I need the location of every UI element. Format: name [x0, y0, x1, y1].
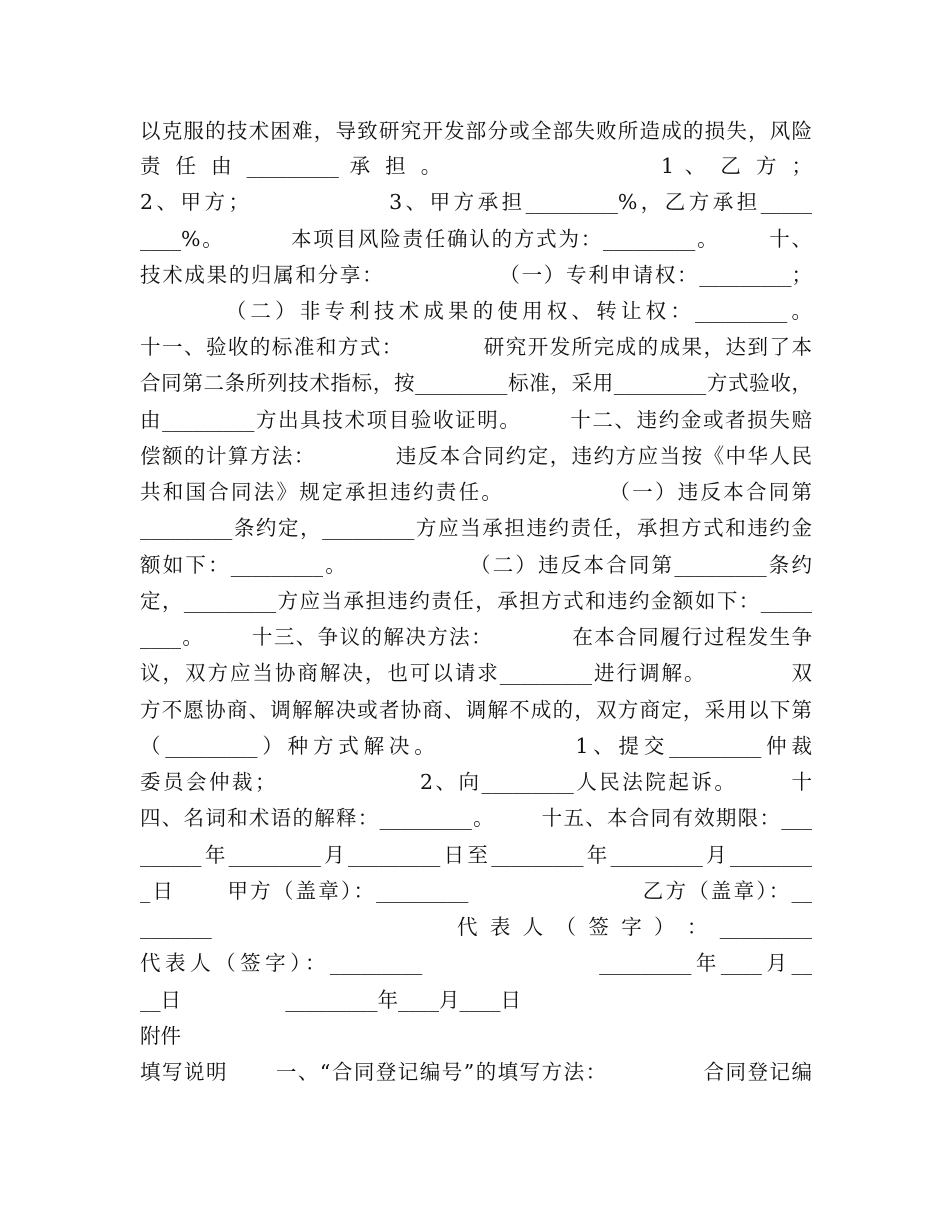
text-line: 共和国合同法》规定承担违约责任。 （一）违反本合同第: [140, 480, 812, 504]
text-line: （_________）种方式解决。 1、提交_________仲裁: [140, 734, 812, 758]
text-line: 十一、验收的标准和方式： 研究开发所完成的成果，达到了本: [140, 335, 812, 359]
text-line: 方不愿协商、调解解决或者协商、调解不成的，双方商定，采用以下第: [140, 698, 812, 722]
text-line: 责 任 由 _________ 承 担 。 1 、 乙 方 ；: [140, 154, 812, 178]
text-line: ______年_________月_________日至_________年_________月________: [140, 843, 812, 867]
text-line: 以克服的技术困难，导致研究开发部分或全部失败所造成的损失，风险: [140, 119, 812, 143]
text-line: 技术成果的归属和分享： （一）专利申请权：_________；: [140, 263, 812, 287]
text-line: ____。 十三、争议的解决方法： 在本合同履行过程发生争: [140, 625, 812, 649]
text-line: __日 _________年____月____日: [140, 988, 522, 1012]
text-line: 定，_________方应当承担违约责任，承担方式和违约金额如下：_____: [140, 589, 812, 613]
text-line: 议，双方应当协商解决，也可以请求_________进行调解。 双: [140, 661, 812, 685]
text-line: 四、名词和术语的解释：_________。 十五、本合同有效期限：___: [140, 806, 812, 830]
text-line: _日 甲方（盖章）：_________ 乙方（盖章）：__: [140, 879, 812, 903]
text-line: _________条约定，_________方应当承担违约责任，承担方式和违约金: [140, 516, 812, 540]
text-line: 2、甲方； 3、甲方承担_________%，乙方承担_____: [140, 190, 812, 214]
text-line: 额如下：_________。 （二）违反本合同第_________条约: [140, 553, 812, 577]
text-line: 合同第二条所列技术指标，按_________标准，采用_________方式验收，: [140, 371, 812, 395]
text-line: 附件: [140, 1024, 181, 1048]
text-line: 代表人（签字）：_________ _________年____月__: [140, 951, 812, 975]
text-line: 偿额的计算方法： 违反本合同约定，违约方应当按《中华人民: [140, 444, 812, 468]
text-line: 委员会仲裁； 2、向_________人民法院起诉。 十: [140, 770, 812, 794]
text-line: （二）非专利技术成果的使用权、转让权：_________。: [140, 299, 812, 323]
text-line: _______ 代 表 人 （ 签 字 ） ： _________: [140, 915, 812, 939]
text-line: ____%。 本项目风险责任确认的方式为：_________。 十、: [140, 227, 812, 251]
text-line: 由_________方出具技术项目验收证明。 十二、违约金或者损失赔: [140, 408, 812, 432]
text-line: 填写说明 一、“合同登记编号”的填写方法： 合同登记编: [140, 1060, 812, 1084]
